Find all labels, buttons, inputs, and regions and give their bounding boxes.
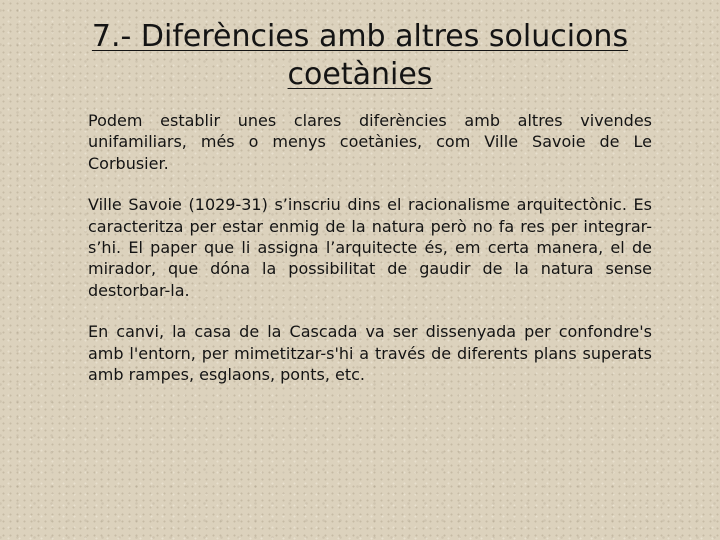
- paragraph-casa-cascada: En canvi, la casa de la Cascada va ser dissenyada per confondre's amb l'entorn, per mimetitzar-s'hi a través de diferents plans superats amb rampes, esglaons, ponts, etc.: [88, 322, 652, 385]
- slide-body: [88, 110, 652, 405]
- paragraph-ville-savoie: Ville Savoie (1029-31) s’inscriu dins el racionalisme arquitectònic. Es caracteritza per estar enmig de la natura però no fa res per integrar-s’hi. El paper que li assigna l’arquitecte és, em certa manera, el de mirador, que dóna la possibilitat de gaudir de la natura sense destorbar-la.: [88, 195, 652, 300]
- slide-title-line-2: coetànies: [287, 57, 433, 92]
- paragraph-villa-comparison: Podem establir unes clares diferències amb altres vivendes unifamiliars, més o menys coetànies, com Ville Savoie de Le Corbusier.: [88, 111, 652, 173]
- slide-title: [40, 18, 680, 94]
- slide-title-line-1: 7.- Diferències amb altres solucions: [91, 19, 629, 54]
